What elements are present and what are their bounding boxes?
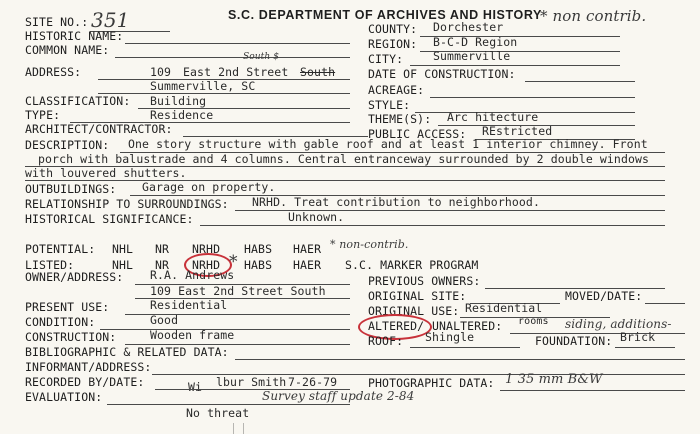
condition-label: CONDITION: — [25, 315, 96, 329]
potential-nhl: NHL — [112, 242, 134, 256]
relationship-label: RELATIONSHIP TO SURROUNDINGS: — [25, 197, 229, 211]
unaltered-label: UNALTERED: — [432, 319, 503, 333]
recorded-date: 7-26-79 — [288, 375, 338, 389]
address-street: East 2nd Street — [183, 65, 289, 79]
construction-value: Wooden frame — [150, 328, 235, 342]
address-label: ADDRESS: — [25, 65, 82, 79]
construction-label: CONSTRUCTION: — [25, 330, 117, 344]
altered-label: ALTERED/ — [368, 319, 425, 333]
present-use-label: PRESENT USE: — [25, 300, 110, 314]
roof-value: Shingle — [425, 330, 475, 344]
significance-value: Unknown. — [288, 210, 345, 224]
recorded-name-b: lbur Smith — [216, 375, 287, 389]
classification-label: CLASSIFICATION: — [25, 94, 131, 108]
theme-label: THEME(S): — [368, 112, 432, 126]
listed-habs: HABS — [244, 258, 273, 272]
listed-haer: HAER — [293, 258, 322, 272]
listed-nhl: NHL — [112, 258, 134, 272]
architect-label: ARCHITECT/CONTRACTOR: — [25, 122, 173, 136]
recorded-update: Survey staff update 2-84 — [262, 389, 415, 403]
owner-label: OWNER/ADDRESS: — [25, 270, 124, 284]
original-site-label: ORIGINAL SITE: — [368, 289, 467, 303]
photographic-label: PHOTOGRAPHIC DATA: — [368, 376, 495, 390]
bibliography-label: BIBLIOGRAPHIC & RELATED DATA: — [25, 345, 229, 359]
owner-name: R.A. Andrews — [150, 268, 235, 282]
roof-label: ROOF: — [368, 334, 404, 348]
moved-date-label: MOVED/DATE: — [565, 289, 643, 303]
recorded-name-a: Wi — [188, 380, 203, 394]
region-label: REGION: — [368, 37, 418, 51]
description-line1: One story structure with gable roof and at least 1 interior chimney. Front — [128, 137, 648, 151]
evaluation-label: EVALUATION: — [25, 390, 103, 404]
classification-value: Building — [150, 94, 207, 108]
potential-label: POTENTIAL: — [25, 242, 96, 256]
public-access-value: REstricted — [482, 124, 553, 138]
non-contrib-note: * non contrib. — [540, 7, 647, 25]
listed-label: LISTED: — [25, 258, 75, 272]
description-label: DESCRIPTION: — [25, 138, 110, 152]
style-label: STYLE: — [368, 98, 411, 112]
city-label: CITY: — [368, 52, 404, 66]
card-title: S.C. DEPARTMENT OF ARCHIVES AND HISTORY — [228, 8, 542, 22]
county-label: COUNTY: — [368, 22, 418, 36]
public-access-label: PUBLIC ACCESS: — [368, 127, 467, 141]
county-value: Dorchester — [433, 20, 504, 34]
potential-haer: HAER — [293, 242, 322, 256]
informant-label: INFORMANT/ADDRESS: — [25, 360, 152, 374]
type-label: TYPE: — [25, 108, 61, 122]
original-use-label: ORIGINAL USE: — [368, 304, 460, 318]
potential-nrhd: NRHD — [192, 242, 221, 256]
photographic-value: 1 35 mm B&W — [505, 372, 603, 387]
present-use-value: Residential — [150, 298, 228, 312]
region-value: B-C-D Region — [433, 35, 518, 49]
address-line2: Summerville, SC — [150, 79, 256, 93]
site-no-label: SITE NO.: — [25, 15, 89, 29]
description-line3: with louvered shutters. — [25, 166, 187, 180]
historic-name-label: HISTORIC NAME: — [25, 29, 124, 43]
city-value: Summerville — [433, 49, 511, 63]
evaluation-value: No threat — [186, 406, 250, 420]
address-struck: South — [300, 65, 336, 79]
foundation-value: Brick — [620, 330, 656, 344]
listed-nrhd: NRHD — [192, 258, 221, 272]
altered-handwriting: siding, additions- — [565, 317, 672, 331]
date-construction-label: DATE OF CONSTRUCTION: — [368, 67, 516, 81]
marker-program-label: S.C. MARKER PROGRAM — [345, 258, 479, 272]
site-no-value: 351 — [91, 8, 130, 32]
potential-nr: NR — [155, 242, 170, 256]
listed-star: * — [229, 252, 238, 272]
address-number: 109 — [150, 65, 172, 79]
common-name-label: COMMON NAME: — [25, 43, 110, 57]
outbuildings-value: Garage on property. — [142, 180, 276, 194]
theme-value: Arc hitecture — [447, 110, 539, 124]
relationship-value: NRHD. Treat contribution to neighborhood. — [252, 195, 540, 209]
listed-nr: NR — [155, 258, 170, 272]
previous-owners-label: PREVIOUS OWNERS: — [368, 274, 481, 288]
owner-address: 109 East 2nd Street South — [150, 284, 326, 298]
type-value: Residence — [150, 108, 214, 122]
original-use-value: Residential — [465, 301, 543, 315]
outbuildings-label: OUTBUILDINGS: — [25, 182, 117, 196]
address-insert: South $ — [243, 52, 280, 62]
foundation-label: FOUNDATION: — [535, 334, 613, 348]
acreage-label: ACREAGE: — [368, 83, 425, 97]
condition-value: Good — [150, 313, 179, 327]
recorded-label: RECORDED BY/DATE: — [25, 375, 145, 389]
altered-value: rooms — [518, 316, 549, 327]
significance-label: HISTORICAL SIGNIFICANCE: — [25, 212, 194, 226]
potential-note: * non-contrib. — [330, 238, 409, 251]
potential-habs: HABS — [244, 242, 273, 256]
description-line2: porch with balustrade and 4 columns. Central entranceway surrounded by 2 double windows — [38, 152, 650, 166]
